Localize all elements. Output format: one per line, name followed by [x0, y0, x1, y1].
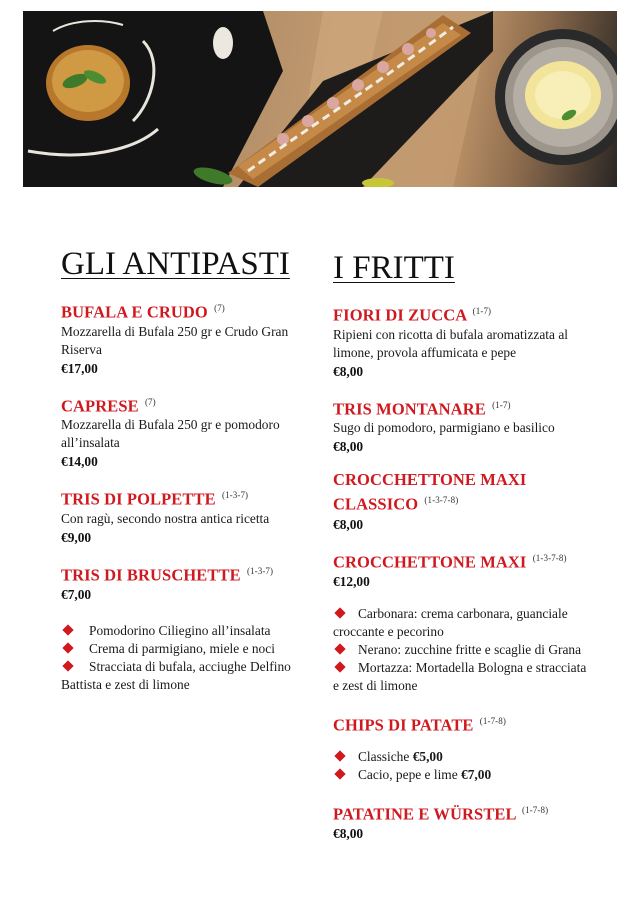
allergen-note: (1-7)	[472, 306, 492, 316]
item-name: TRIS MONTANARE	[333, 399, 486, 418]
option-price: €7,00	[461, 766, 492, 782]
item-name: CHIPS DI PATATE	[333, 715, 474, 735]
item-name: TRIS DI POLPETTE	[61, 489, 216, 509]
hero-food-photo	[23, 11, 617, 187]
list-item: Stracciata di bufala, acciughe Delfino Battista e zest di limone	[61, 659, 291, 692]
diamond-bullet-icon	[334, 643, 345, 654]
antipasti-column	[61, 244, 311, 710]
item-price: €8,00	[333, 826, 364, 841]
allergen-note: (1-7-8)	[521, 804, 549, 815]
diamond-bullet-icon	[62, 642, 73, 653]
item-description: Con ragù, secondo nostra antica ricetta	[61, 510, 270, 526]
diamond-bullet-icon	[62, 660, 73, 671]
item-price: €7,00	[61, 587, 92, 602]
item-price: €17,00	[61, 360, 98, 376]
list-item: Nerano: zucchine fritte e scaglie di Grana	[333, 641, 595, 659]
item-price: €8,00	[333, 439, 364, 454]
list-item: Cacio, pepe e lime €7,00	[333, 766, 595, 784]
diamond-bullet-icon	[62, 624, 73, 635]
item-price: €8,00	[333, 516, 364, 532]
allergen-note: (1-3-7-8)	[532, 552, 567, 563]
allergen-note: (1-7)	[492, 399, 511, 410]
item-price: €12,00	[333, 574, 370, 589]
menu-item	[61, 561, 311, 605]
item-description: Mozzarella di Bufala 250 gr e Crudo Gran Riserva	[61, 323, 289, 357]
menu-item	[61, 485, 311, 547]
item-name: CAPRESE	[61, 396, 139, 415]
fritti-column	[333, 244, 595, 857]
allergen-note: (1-3-7)	[221, 490, 249, 500]
section-title-antipasti: GLI ANTIPASTI	[61, 246, 290, 282]
crocchettone-options	[333, 605, 595, 695]
allergen-note: (1-3-7)	[246, 565, 274, 576]
allergen-note: (7)	[144, 396, 156, 407]
item-name: BUFALA E CRUDO	[61, 302, 208, 322]
menu-item	[333, 711, 595, 736]
item-description: Mozzarella di Bufala 250 gr e pomodoro all’insalata	[61, 417, 280, 450]
item-price: €14,00	[61, 454, 98, 469]
menu-item	[333, 301, 595, 381]
item-name: FIORI DI ZUCCA	[333, 305, 467, 325]
item-name: PATATINE E WÜRSTEL	[333, 804, 516, 823]
item-name: TRIS DI BRUSCHETTE	[61, 565, 241, 584]
list-item: Mortazza: Mortadella Bologna e stracciata e zest di limone	[333, 660, 587, 693]
item-description: Ripieni con ricotta di bufala aromatizzata al limone, provola affumicata e pepe	[333, 326, 568, 360]
menu-item	[333, 470, 595, 534]
menu-item	[333, 548, 595, 592]
allergen-note: (1-3-7-8)	[424, 495, 459, 505]
item-name: CROCCHETTONE MAXI CLASSICO	[333, 470, 527, 514]
menu-item	[61, 392, 311, 472]
option-price: €5,00	[412, 748, 443, 764]
list-item: Classiche €5,00	[333, 748, 595, 766]
item-price: €9,00	[61, 529, 92, 545]
menu-item	[61, 298, 311, 378]
item-price: €8,00	[333, 363, 364, 379]
item-name: CROCCHETTONE MAXI	[333, 552, 527, 571]
list-item: Pomodorino Ciliegino all’insalata	[61, 622, 311, 640]
menu-item	[333, 395, 595, 457]
food-photo-illustration	[23, 11, 617, 187]
menu-item	[333, 800, 595, 844]
diamond-bullet-icon	[334, 768, 345, 779]
diamond-bullet-icon	[334, 661, 345, 672]
list-item: Carbonara: crema carbonara, guanciale croccante e pecorino	[333, 606, 568, 639]
allergen-note: (1-7-8)	[479, 716, 506, 726]
item-description: Sugo di pomodoro, parmigiano e basilico	[333, 420, 555, 435]
section-title-fritti: I FRITTI	[333, 250, 455, 286]
allergen-note: (7)	[214, 303, 225, 313]
bruschette-options	[61, 622, 311, 694]
chips-options	[333, 748, 595, 784]
list-item: Crema di parmigiano, miele e noci	[61, 640, 311, 658]
diamond-bullet-icon	[334, 750, 345, 761]
diamond-bullet-icon	[334, 607, 345, 618]
